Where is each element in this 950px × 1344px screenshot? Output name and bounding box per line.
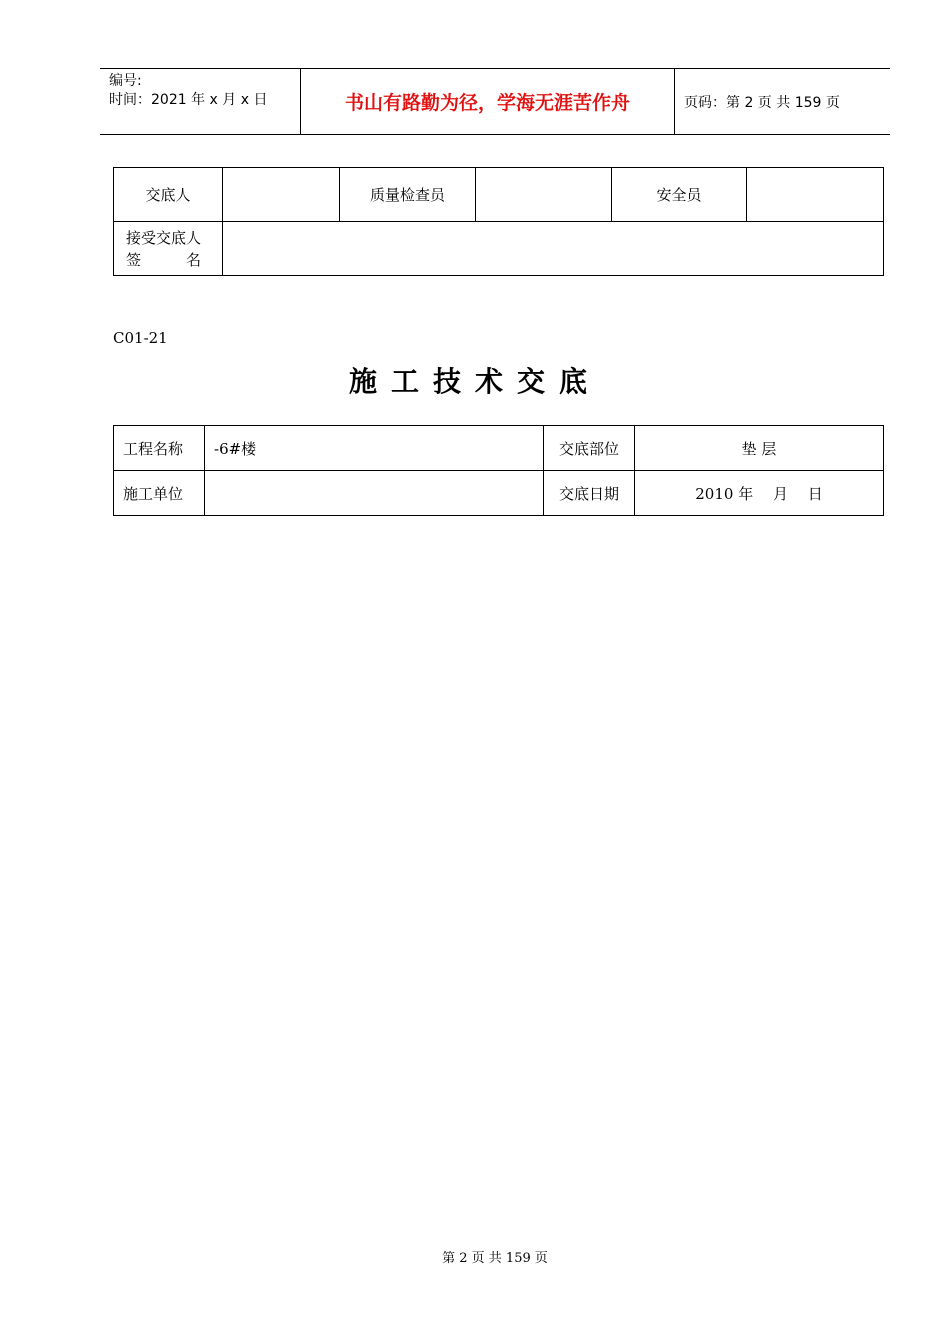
- project-name-value: -6#楼: [205, 426, 544, 471]
- table-row: [114, 426, 884, 471]
- page-footer: 第 2 页 共 159 页: [442, 1251, 548, 1266]
- table-row: [114, 222, 884, 276]
- receiver-signature-field[interactable]: [223, 222, 884, 276]
- signoff-table: [113, 167, 884, 276]
- disclosure-date-value: 2010 年 月 日: [635, 471, 884, 516]
- receiver-label-line1: 接受交底人: [126, 228, 202, 247]
- page-header: [100, 68, 890, 135]
- header-motto: 书山有路勤为径，学海无涯苦作舟: [301, 69, 675, 134]
- table-row: [114, 168, 884, 222]
- receiver-label: [114, 222, 223, 276]
- construction-unit-value: [205, 471, 544, 516]
- document-title: 施工技术交底: [348, 365, 601, 398]
- project-info-table: [113, 425, 884, 516]
- disclosure-part-label: 交底部位: [544, 426, 635, 471]
- project-name-label: 工程名称: [114, 426, 205, 471]
- document-code: C01-21: [113, 329, 168, 347]
- disclosure-date-label: 交底日期: [544, 471, 635, 516]
- table-row: [114, 471, 884, 516]
- disclosure-part-value: 垫 层: [635, 426, 884, 471]
- date-label: 时间：2021 年 x 月 x 日: [109, 92, 268, 108]
- safety-officer-signature-field[interactable]: [747, 168, 884, 222]
- quality-inspector-label: 质量检查员: [340, 168, 476, 222]
- header-meta: [100, 69, 301, 134]
- header-page-info: 页码：第 2 页 共 159 页: [684, 94, 840, 111]
- construction-unit-label: 施工单位: [114, 471, 205, 516]
- presenter-signature-field[interactable]: [223, 168, 340, 222]
- quality-inspector-signature-field[interactable]: [476, 168, 612, 222]
- serial-label: 编号:: [109, 73, 142, 89]
- presenter-label: 交底人: [114, 168, 223, 222]
- receiver-label-line2: 签 名: [126, 250, 202, 269]
- safety-officer-label: 安全员: [612, 168, 747, 222]
